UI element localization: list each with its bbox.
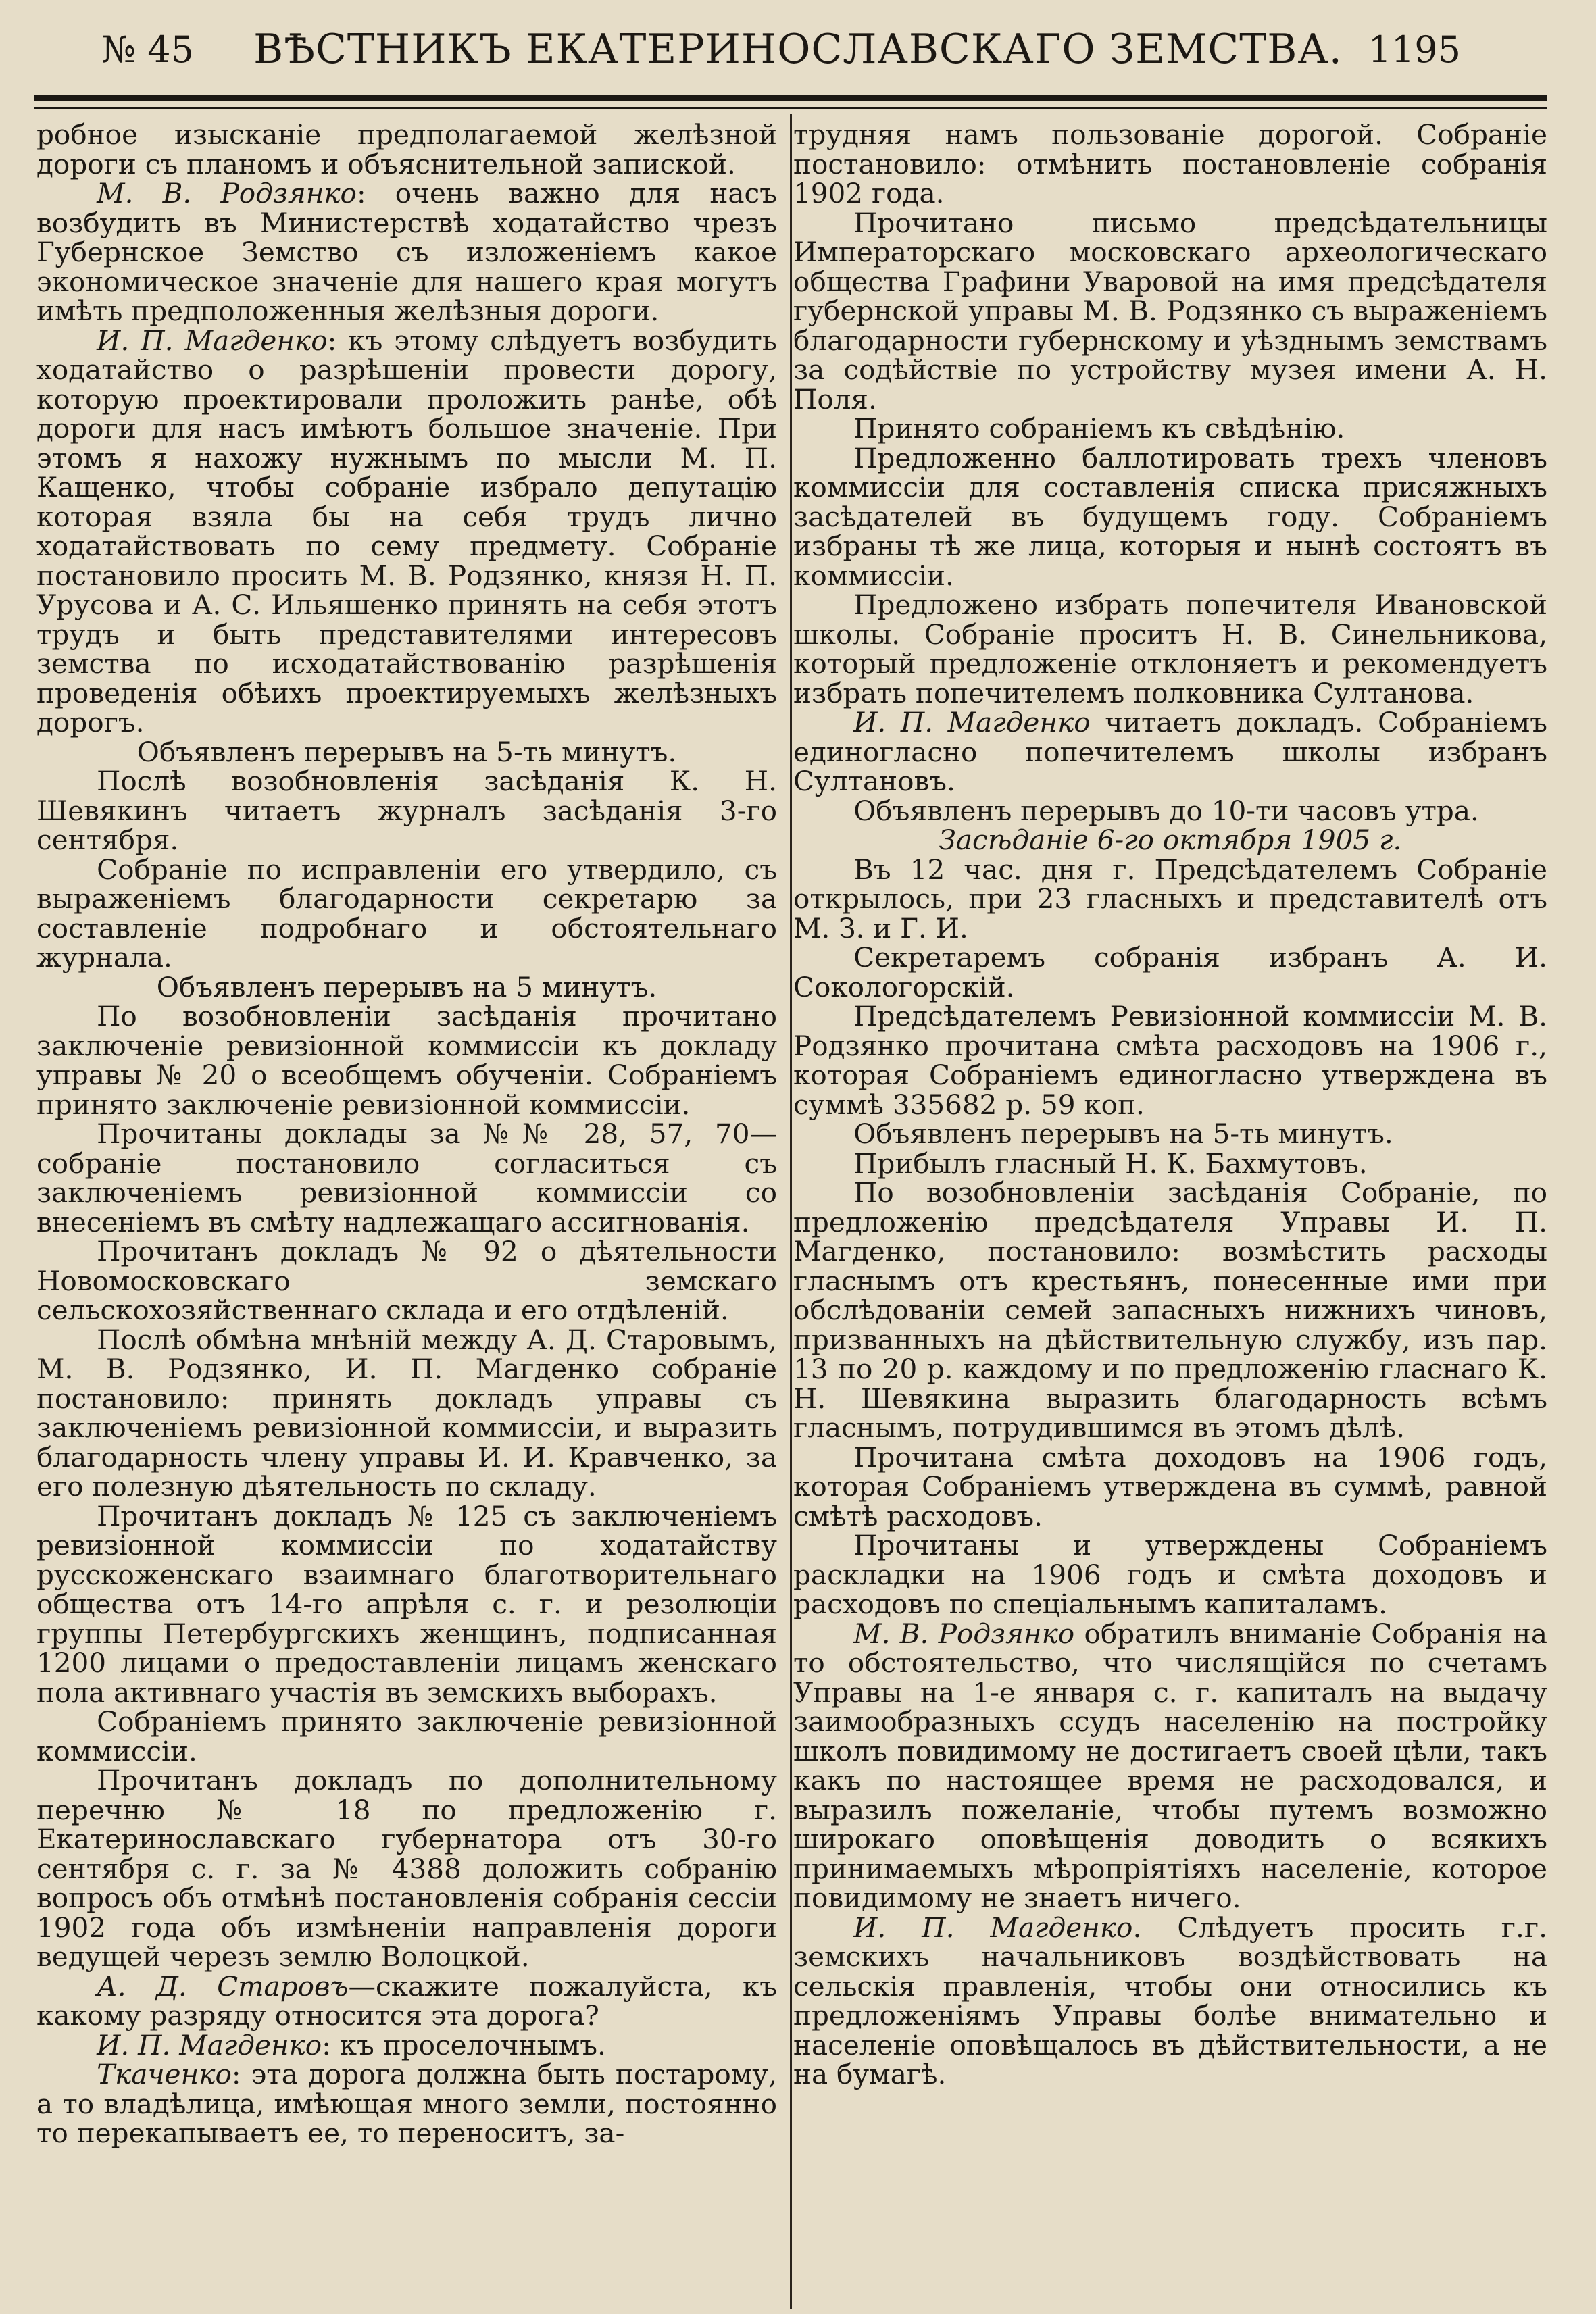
paragraph	[36, 735, 777, 768]
paragraph-text: Объявленъ перерывъ на 5-ть минутъ.	[853, 1117, 1393, 1150]
paragraph	[36, 1002, 777, 1120]
paragraph	[36, 1707, 777, 1766]
paragraph-text: робное изысканіе предполагаемой желѣзной дороги съ планомъ и объяснительной запиской.	[36, 118, 777, 180]
paragraph-text: Прочитаны доклады за №№ 28, 57, 70—собраніе постановило согласиться съ заключеніемъ ревизіонной коммиссіи со внесеніемъ въ смѣту надлежащаго ассигнованія.	[36, 1117, 777, 1238]
paragraph	[793, 206, 1547, 416]
paragraph-text: По возобновленіи засѣданія Собраніе, по предложенію предсѣдателя Управы И. П. Магденко, постановило: возмѣстить расходы гласнымъ отъ крестьянъ, понесенные ими при обслѣдованіи семей запасныхъ нижнихъ чиновъ, призванныхъ на дѣйствительную службу, изъ пар. 13 по 20 р. каждому и по предложенію гласнаго К. Н. Шевякина выразить благодарность всѣмъ гласнымъ, потрудившимся въ этомъ дѣлѣ.	[793, 1176, 1547, 1444]
paragraph	[793, 1440, 1547, 1532]
speaker-name: И. П. Магденко	[853, 1911, 1133, 1944]
paragraph	[36, 179, 777, 326]
paragraph-text: Принято собраніемъ къ свѣдѣнію.	[853, 412, 1345, 445]
speaker-name: А. Д. Старовъ	[97, 1969, 349, 2003]
paragraph-text: Прочитана смѣта доходовъ на 1906 годъ, которая Собраніемъ утверждена въ суммѣ, равной смѣтѣ расходовъ.	[793, 1440, 1547, 1532]
header-rule-thin	[34, 107, 1547, 109]
paragraph	[793, 1178, 1547, 1443]
issue-number: № 45	[101, 28, 194, 71]
paragraph	[36, 2060, 777, 2148]
paragraph-text: : къ проселочнымъ.	[322, 2028, 606, 2061]
paragraph	[36, 970, 777, 1003]
paragraph	[36, 855, 777, 973]
paragraph-text: Прочитанъ докладъ № 125 съ заключеніемъ ревизіонной коммиссіи по ходатайству русскоженскаго взаимнаго благотворительнаго общества отъ 14-го апрѣля с. г. и резолюціи группы Петербургскихъ женщинъ, подписанная 1200 лицами о предоставленіи лицамъ женскаго пола активнаго участія въ земскихъ выборахъ.	[36, 1499, 777, 1709]
session-heading-text: Засѣданіе 6-го октября 1905 г.	[939, 824, 1402, 856]
paragraph-text: Предложенно баллотировать трехъ членовъ коммиссіи для составленія списка присяжныхъ засѣдателей въ будущемъ году. Собраніемъ избраны тѣ же лица, которыя и нынѣ состоятъ въ коммиссіи.	[793, 441, 1547, 592]
paragraph-text: : очень важно для насъ возбудить въ Министерствѣ ходатайство чрезъ Губернское Земство съ изложеніемъ какое экономическое значеніе для нашего края могутъ имѣть предположенныя желѣзныя дороги.	[36, 177, 777, 327]
left-column	[36, 120, 777, 2148]
paragraph-text: . Слѣдуетъ просить г.г. земскихъ начальниковъ воздѣйствовать на сельскія правленія, чтобы они относились къ предложеніямъ Управы болѣе внимательно и населеніе оповѣщалось въ дѣйствительности, а не на бумагѣ.	[793, 1911, 1547, 2090]
paragraph	[793, 855, 1547, 944]
paragraph	[36, 326, 777, 738]
paragraph-text: Въ 12 час. дня г. Предсѣдателемъ Собраніе открылось, при 23 гласныхъ и представителѣ отъ М. З. и Г. И.	[793, 853, 1547, 945]
paragraph-text: обратилъ вниманіе Собранія на то обстоятельство, что числящійся по счетамъ Управы на 1-е января с. г. капиталъ на выдачу заимообразныхъ ссудъ населенію на постройку школъ повидимому не достигаетъ своей цѣли, такъ какъ по настоящее время не расходовался, и выразилъ пожеланіе, чтобы путемъ возможно широкаго оповѣщенія доводить о всякихъ принимаемыхъ мѣропріятіяхъ населеніе, которое повидимому не знаетъ ничего.	[793, 1617, 1547, 1914]
paragraph-text: Объявленъ перерывъ до 10-ти часовъ утра.	[853, 794, 1479, 827]
paragraph-text: : эта дорога должна быть постарому, а то владѣлица, имѣющая много земли, постоянно то перекапываетъ ее, то переноситъ, за-	[36, 2058, 777, 2149]
paragraph	[793, 1117, 1547, 1150]
paragraph	[36, 767, 777, 855]
paragraph	[793, 708, 1547, 797]
paragraph	[793, 441, 1547, 592]
paragraph	[793, 794, 1547, 827]
paragraph-text: : къ этому слѣдуетъ возбудить ходатайство о разрѣшеніи провести дорогу, которую проектировали проложить ранѣе, обѣ дороги для насъ имѣютъ большое значеніе. При этомъ я нахожу нужнымъ по мысли М. П. Кащенко, чтобы собраніе избрало депутацію которая взяла бы на себя трудъ лично ходатайствовать по сему предмету. Собраніе постановило просить М. В. Родзянко, князя Н. П. Урусова и А. С. Ильяшенко принять на себя этотъ трудъ и быть представителями интересовъ земства по исходатайствованію разрѣшенія проведенія обѣихъ проектируемыхъ желѣзныхъ дорогъ.	[36, 324, 777, 738]
speaker-name: Ткаченко	[97, 2058, 232, 2090]
paragraph	[793, 1913, 1547, 2090]
speaker-name: М. В. Родзянко	[97, 177, 357, 209]
speaker-name: И. П. Магденко	[97, 324, 328, 357]
page-header	[0, 19, 1596, 93]
paragraph	[793, 414, 1547, 444]
paragraph	[793, 943, 1547, 1002]
paragraph-text: По возобновленіи засѣданія прочитано заключеніе ревизіонной коммиссіи къ докладу управы № 20 о всеобщемъ обученіи. Собраніемъ принято заключеніе ревизіонной коммиссіи.	[36, 1000, 777, 1121]
paragraph-text: Собраніемъ принято заключеніе ревизіонной коммиссіи.	[36, 1705, 777, 1767]
paragraph	[36, 1969, 777, 2032]
paragraph	[793, 1531, 1547, 1619]
paragraph	[793, 1002, 1547, 1120]
paragraph	[36, 1237, 777, 1326]
speaker-name: И. П. Магденко	[97, 2028, 322, 2061]
column-divider	[790, 114, 792, 2309]
header-rule-thick	[34, 95, 1547, 101]
paragraph	[36, 1766, 777, 1972]
paragraph	[36, 1499, 777, 1709]
paragraph	[793, 120, 1547, 209]
paragraph-text: читаетъ докладъ. Собраніемъ единогласно попечителемъ школы избранъ Султановъ.	[793, 706, 1547, 797]
paragraph-text: Предложено избрать попечителя Ивановской школы. Собраніе проситъ Н. В. Синельникова, который предложеніе отклоняетъ и рекомендуетъ избрать попечителемъ полковника Султанова.	[793, 588, 1547, 709]
paragraph	[793, 1149, 1547, 1179]
paragraph	[36, 2028, 777, 2061]
paragraph-text: Прочитаны и утверждены Собраніемъ раскладки на 1906 годъ и смѣта доходовъ и расходовъ по спеціальнымъ капиталамъ.	[793, 1529, 1547, 1620]
paragraph-text: Прибылъ гласный Н. К. Бахмутовъ.	[853, 1147, 1368, 1180]
paragraph-text: Предсѣдателемъ Ревизіонной коммиссіи М. В. Родзянко прочитана смѣта расходовъ на 1906 г., которая Собраніемъ единогласно утверждена въ суммѣ 335682 р. 59 коп.	[793, 1000, 1547, 1121]
speaker-name: М. В. Родзянко	[853, 1617, 1075, 1650]
right-column	[793, 120, 1547, 2090]
paragraph-text: Прочитанъ докладъ № 92 о дѣятельности Новомосковскаго земскаго сельскохозяйственнаго склада и его отдѣленій.	[36, 1235, 777, 1326]
paragraph	[36, 1117, 777, 1238]
paragraph-text: Объявленъ перерывъ на 5 минутъ.	[156, 970, 657, 1003]
journal-title: ВѢСТНИКЪ ЕКАТЕРИНОСЛАВСКАГО ЗЕМСТВА.	[253, 26, 1343, 73]
paragraph	[36, 1323, 777, 1503]
speaker-name: И. П. Магденко	[853, 706, 1091, 738]
paragraph-text: Собраніе по исправленіи его утвердило, съ выраженіемъ благодарности секретарю за составленіе подробнаго и обстоятельнаго журнала.	[36, 853, 777, 974]
paragraph	[793, 1619, 1547, 1913]
paragraph-text: Секретаремъ собранія избранъ А. И. Сокологорскій.	[793, 941, 1547, 1003]
session-heading	[793, 826, 1547, 855]
paragraph	[36, 120, 777, 179]
paragraph-text: Послѣ возобновленія засѣданія К. Н. Шевякинъ читаетъ журналъ засѣданія 3-го сентября.	[36, 765, 777, 856]
paragraph-text: Объявленъ перерывъ на 5-ть минутъ.	[136, 735, 677, 768]
paragraph-text: трудняя намъ пользованіе дорогой. Собраніе постановило: отмѣнить постановленіе собранія 1902 года.	[793, 118, 1547, 209]
paragraph	[793, 590, 1547, 708]
paragraph-text: —скажите пожалуйста, къ какому разряду относится эта дорога?	[36, 1969, 777, 2032]
page-number: 1195	[1368, 28, 1461, 71]
paragraph-text: Прочитанъ докладъ по дополнительному перечню № 18 по предложенію г. Екатеринославскаго губернатора отъ 30-го сентября с. г. за № 4388 доложить собранію вопросъ объ отмѣнѣ постановленія собранія сессіи 1902 года объ измѣненіи направленія дороги ведущей черезъ землю Волоцкой.	[36, 1764, 777, 1973]
paragraph-text: Прочитано письмо предсѣдательницы Императорскаго московскаго археологическаго общества Графини Уваровой на имя предсѣдателя губернской управы М. В. Родзянко съ выраженіемъ благодарности губернскому и уѣзднымъ земствамъ за содѣйствіе по устройству музея имени А. Н. Поля.	[793, 206, 1547, 416]
paragraph-text: Послѣ обмѣна мнѣній между А. Д. Старовымъ, М. В. Родзянко, И. П. Магденко собраніе постановило: принять докладъ управы съ заключеніемъ ревизіонной коммиссіи, и выразить благодарность члену управы И. И. Кравченко, за его полезную дѣятельность по складу.	[36, 1323, 777, 1503]
